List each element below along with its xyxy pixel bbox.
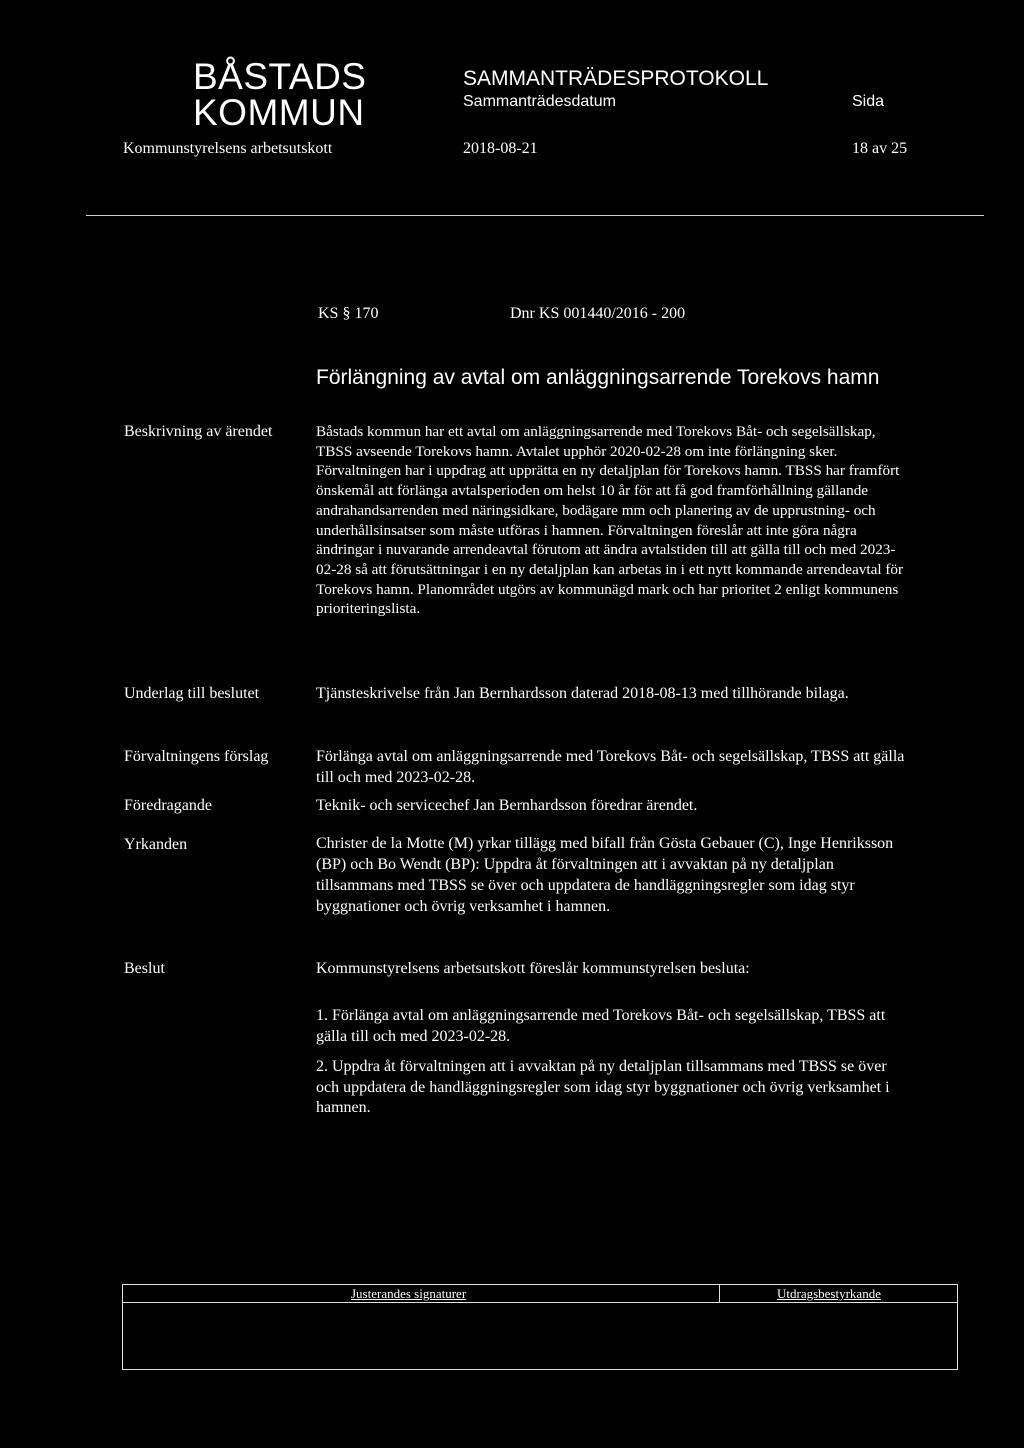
paragraph-reference: KS § 170 bbox=[318, 305, 379, 322]
meeting-date: 2018-08-21 bbox=[463, 140, 538, 157]
row-text-decision: Kommunstyrelsens arbetsutskott föreslår kommunstyrelsen besluta: bbox=[316, 960, 750, 977]
meeting-date-label: Sammanträdesdatum bbox=[463, 93, 616, 110]
logo-line-1: BÅSTADS bbox=[193, 56, 367, 97]
certification-label: Utdragsbestyrkande bbox=[777, 1286, 881, 1301]
signature-header-line bbox=[123, 1302, 957, 1303]
row-label-description: Beskrivning av ärendet bbox=[124, 423, 273, 440]
logo-line-2: KOMMUN bbox=[193, 92, 365, 133]
decision-item-2: 2. Uppdra åt förvaltningen att i avvaktan på ny detaljplan tillsammans med TBSS se över och uppdatera de handläggningsregler som idag styr byggnationer och övrig verksamhet i hamnen. bbox=[316, 1058, 890, 1116]
document-type: SAMMANTRÄDESPROTOKOLL bbox=[463, 67, 769, 90]
row-text-motions: Christer de la Motte (M) yrkar tillägg med bifall från Gösta Gebauer (C), Inge Henriksson (BP) och Bo Wendt (BP): Uppdra åt förvaltningen att i avvaktan på ny detaljplan tillsammans med TBSS se över och uppdatera de handläggningsregler som idag styr byggnationer och övrig verksamhet i hamnen. bbox=[316, 835, 894, 915]
row-label-basis: Underlag till beslutet bbox=[124, 685, 260, 702]
page-title: Förlängning av avtal om anläggningsarrende Torekovs hamn bbox=[316, 366, 880, 389]
signature-column-divider bbox=[719, 1285, 720, 1302]
row-label-decision: Beslut bbox=[124, 960, 165, 977]
row-text-presenter: Teknik- och servicechef Jan Bernhardsson föredrar ärendet. bbox=[316, 797, 698, 814]
page-number: 18 av 25 bbox=[852, 140, 908, 157]
signatures-label: Justerandes signaturer bbox=[351, 1286, 467, 1301]
committee-name: Kommunstyrelsens arbetsutskott bbox=[123, 140, 333, 157]
row-text-basis: Tjänsteskrivelse från Jan Bernhardsson daterad 2018-08-13 med tillhörande bilaga. bbox=[316, 685, 849, 702]
header-divider bbox=[86, 215, 984, 216]
row-text-description: Båstads kommun har ett avtal om anläggningsarrende med Torekovs Båt- och segelsällskap, TBSS avseende Torekovs hamn. Avtalet upphör 2020-02-28 om inte förlängning sker. Förvaltningen har i uppdrag att upprätta en ny detaljplan för Torekovs hamn. TBSS har framfört önskemål att förlänga avtalsperioden om helst 10 år för att få god framförhållning gällande andrahandsarrenden med näringsidkare, bodägare mm och planering av de upprustning- och underhållsinsatser som måste utföras i hamnen. Förvaltningen föreslår att inte göra några ändringar i nuvarande arrendeavtal förutom att ändra avtalstiden till att gälla till och med 2023-02-28 så att förutsättningar i en ny detaljplan kan arbetas in i ett nytt kommande arrendeavtal för Torekovs hamn. Planområdet utgörs av kommunägd mark och har prioritet 2 enligt kommunens prioriteringslista. bbox=[316, 423, 904, 618]
page-label: Sida bbox=[852, 93, 885, 110]
signature-table bbox=[122, 1284, 958, 1370]
decision-item-1: 1. Förlänga avtal om anläggningsarrende med Torekovs Båt- och segelsällskap, TBSS att gälla till och med 2023-02-28. bbox=[316, 1007, 886, 1045]
row-label-proposal: Förvaltningens förslag bbox=[124, 748, 269, 765]
case-number: Dnr KS 001440/2016 - 200 bbox=[510, 305, 686, 322]
row-label-presenter: Föredragande bbox=[124, 797, 212, 814]
row-text-proposal: Förlänga avtal om anläggningsarrende med Torekovs Båt- och segelsällskap, TBSS att gälla till och med 2023-02-28. bbox=[316, 748, 905, 786]
row-label-motions: Yrkanden bbox=[124, 836, 188, 853]
